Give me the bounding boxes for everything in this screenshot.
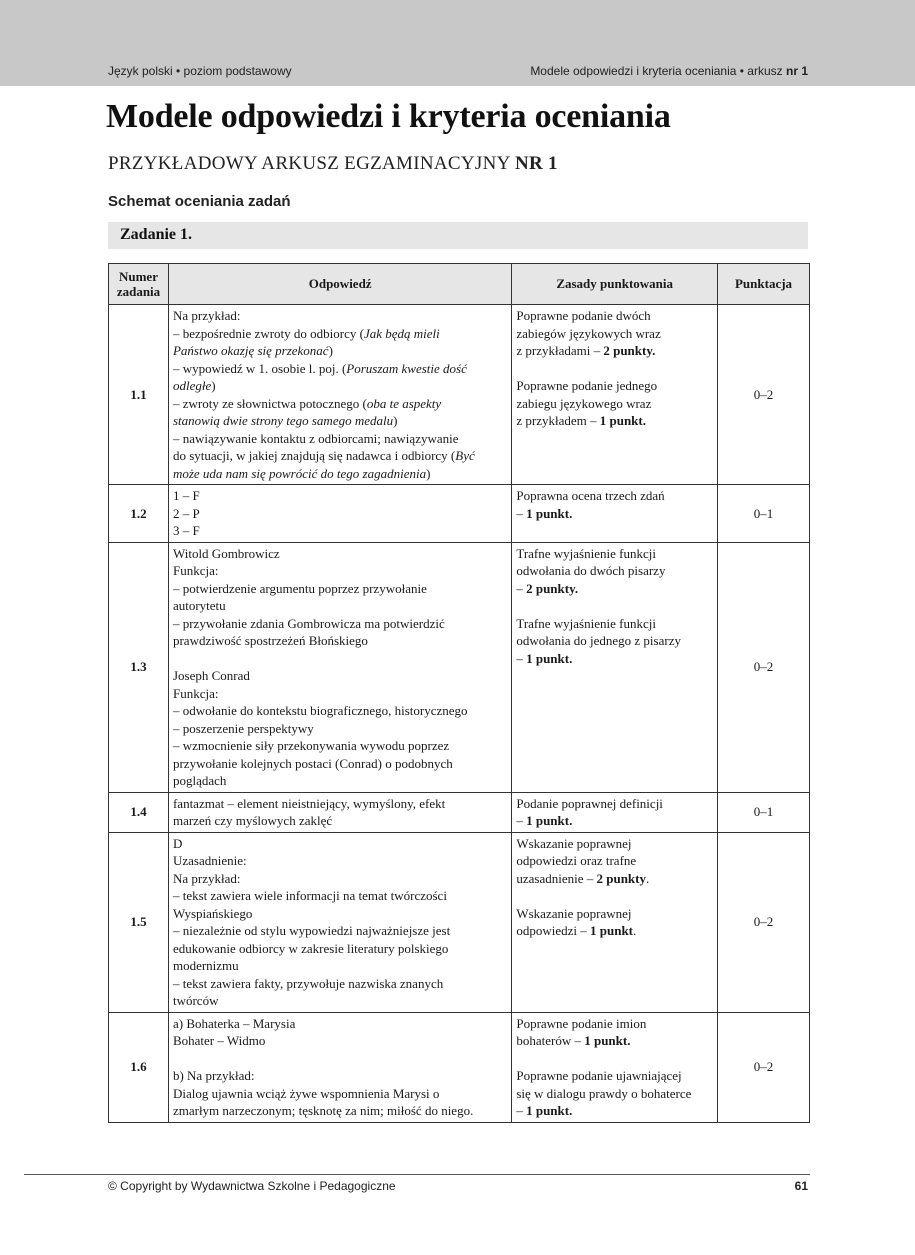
table-row [109,1012,810,1122]
answer-cell: a) Bohaterka – Marysia Bohater – Widmo b) Na przykład: Dialog ujawnia wciąż żywe wspomnienia Marysi o zmarłym narzeczonym; tęsknotę za nim; miłość do niego. [168,1012,511,1122]
page-subtitle: PRZYKŁADOWY ARKUSZ EGZAMINACYJNY NR 1 [108,153,558,174]
answer-cell: 1 – F 2 – P 3 – F [168,485,511,543]
header-rules: Zasady punktowania [512,264,718,305]
rules-cell: Poprawne podanie imion bohaterów – 1 punkt. Poprawne podanie ujawniającej się w dialogu prawdy o bohaterce – 1 punkt. [512,1012,718,1122]
scoring-table [108,263,810,1123]
answer-cell: fantazmat – element nieistniejący, wymyślony, efekt marzeń czy myślowych zaklęć [168,792,511,832]
task-heading: Zadanie 1. [120,226,193,243]
footer-copyright: © Copyright by Wydawnictwa Szkolne i Pedagogiczne [108,1179,396,1193]
header-document: Modele odpowiedzi i kryteria oceniania • arkusz nr 1 [530,64,808,78]
rules-cell: Poprawna ocena trzech zdań – 1 punkt. [512,485,718,543]
points-cell: 0–2 [718,305,810,485]
rules-cell: Podanie poprawnej definicji – 1 punkt. [512,792,718,832]
points-cell: 0–2 [718,542,810,792]
table-row [109,832,810,1012]
points-cell: 0–1 [718,792,810,832]
task-bar [108,222,808,249]
points-cell: 0–2 [718,1012,810,1122]
task-number: 1.2 [109,485,169,543]
points-cell: 0–2 [718,832,810,1012]
answer-cell: D Uzasadnienie: Na przykład: – tekst zawiera wiele informacji na temat twórczości Wyspiańskiego – niezależnie od stylu wypowiedzi najważniejsze jest edukowanie odbiorcy w zakresie literatury polskiego modernizmu – tekst zawiera fakty, przywołuje nazwiska znanych twórców [168,832,511,1012]
rules-cell: Wskazanie poprawnej odpowiedzi oraz trafne uzasadnienie – 2 punkty. Wskazanie poprawnej odpowiedzi – 1 punkt. [512,832,718,1012]
table-header-row [109,264,810,305]
task-number: 1.4 [109,792,169,832]
table-row [109,542,810,792]
rules-cell: Poprawne podanie dwóch zabiegów językowych wraz z przykładami – 2 punkty. Poprawne podanie jednego zabiegu językowego wraz z przykładem – 1 punkt. [512,305,718,485]
answer-cell: Na przykład: – bezpośrednie zwroty do odbiorcy (Jak będą mieli Państwo okazję się przekonać) – wypowiedź w 1. osobie l. poj. (Poruszam kwestie dość odległe) – zwroty ze słownictwa potocznego (oba te aspekty stanowią dwie strony tego samego medalu) – nawiązywanie kontaktu z odbiorcami; nawiązywanie do sytuacji, w jakiej znajdują się nadawca i odbiorcy (Być może uda nam się powrócić do tego zagadnienia) [168,305,511,485]
task-number: 1.5 [109,832,169,1012]
header-points: Punktacja [718,264,810,305]
page-number: 61 [794,1179,808,1193]
table-row [109,305,810,485]
table-row [109,792,810,832]
header-number: Numer zadania [109,264,169,305]
header-subject: Język polski • poziom podstawowy [108,64,292,78]
task-number: 1.3 [109,542,169,792]
header-answer: Odpowiedź [168,264,511,305]
rules-cell: Trafne wyjaśnienie funkcji odwołania do dwóch pisarzy – 2 punkty. Trafne wyjaśnienie funkcji odwołania do jednego z pisarzy – 1 punkt. [512,542,718,792]
answer-cell: Witold Gombrowicz Funkcja: – potwierdzenie argumentu poprzez przywołanie autorytetu – przywołanie zdania Gombrowicza ma potwierdzić prawdziwość spostrzeżeń Błońskiego Joseph Conrad Funkcja: – odwołanie do kontekstu biograficznego, historycznego – poszerzenie perspektywy – wzmocnienie siły przekonywania wywodu poprzez przywołanie kolejnych postaci (Conrad) o podobnych poglądach [168,542,511,792]
table-row [109,485,810,543]
footer-divider [24,1174,810,1175]
page-title: Modele odpowiedzi i kryteria oceniania [106,98,671,135]
task-number: 1.1 [109,305,169,485]
points-cell: 0–1 [718,485,810,543]
task-number: 1.6 [109,1012,169,1122]
section-heading: Schemat oceniania zadań [108,193,291,210]
